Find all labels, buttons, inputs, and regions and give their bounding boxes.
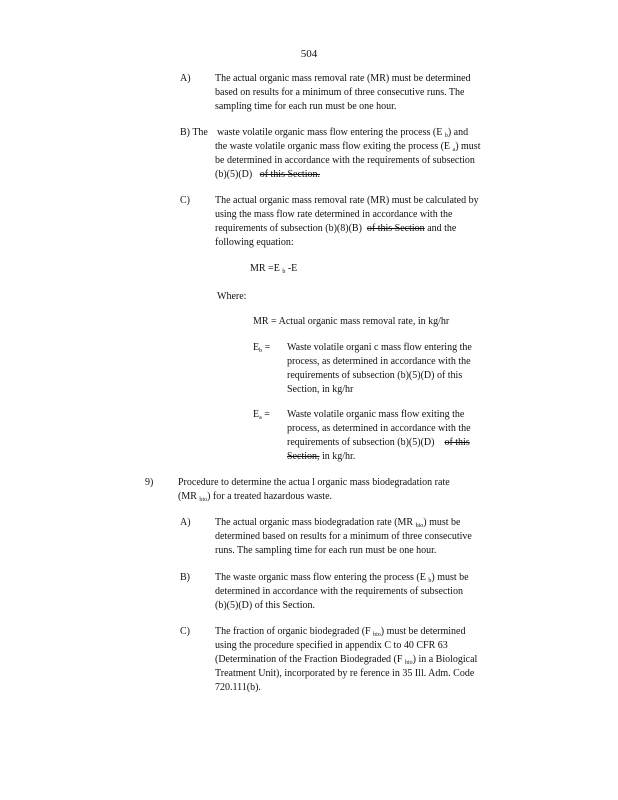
text-run: ) must be determined	[380, 626, 466, 637]
text-run: (b)(5)(D)	[215, 169, 253, 180]
subscript: b	[444, 133, 448, 139]
definition-ea-line: Waste volatile organic mass flow exiting the	[287, 409, 465, 420]
text-run: (MR	[178, 491, 200, 502]
item-c-text	[215, 194, 479, 250]
item-c-line1: The actual organic mass removal rate (MR) must be calculated by	[215, 195, 479, 206]
definition-eb-line: requirements of subsection (b)(5)(D) of this	[287, 370, 463, 381]
item-9c-label: C)	[180, 626, 190, 637]
text-run: MR =E	[250, 263, 283, 274]
definition-ea-term	[253, 408, 270, 422]
item-9-label: 9)	[145, 477, 154, 488]
equation	[250, 262, 297, 276]
item-9-text	[178, 476, 450, 504]
item-9-line1: Procedure to determine the actua l organic mass biodegradation rate	[178, 477, 450, 488]
text-run: in kg/hr.	[319, 451, 356, 462]
subscript: b	[259, 348, 263, 354]
subscript: bio	[373, 632, 381, 638]
item-b-line4	[215, 168, 480, 182]
definition-eb	[287, 341, 472, 397]
text-run: requirements of subsection (b)(5)(D)	[287, 437, 435, 448]
text-run: ) must be	[423, 517, 461, 528]
item-9a-text	[215, 516, 472, 558]
text-run: ) must	[455, 141, 481, 152]
item-9c-text	[215, 625, 477, 695]
struck-text: of this	[444, 437, 470, 448]
definition-eb-line: Waste volatile organi c mass flow entering the	[287, 342, 472, 353]
text-run: The waste organic mass flow entering the process (E	[215, 572, 429, 583]
text-run: (Determination of the Fraction Biodegraded (F	[215, 654, 405, 665]
item-9c-line2: using the procedure specified in appendix C to 40 CFR 63	[215, 640, 448, 651]
item-c-line4: following equation:	[215, 237, 294, 248]
item-9b-line3: (b)(5)(D) of this Section.	[215, 600, 315, 611]
item-9b-line1	[215, 571, 469, 585]
item-9c-line3	[215, 653, 477, 667]
item-9a-line2: determined based on results for a minimum of three consecutive	[215, 531, 472, 542]
text-run: ) in a Biological	[412, 654, 478, 665]
item-c-label: C)	[180, 195, 190, 206]
subscript: bio	[199, 497, 208, 503]
text-run: the waste volatile organic mass flow exiting the process (E	[215, 141, 453, 152]
text-run: E	[253, 409, 260, 420]
text-run: The actual organic mass biodegradation rate (MR	[215, 517, 416, 528]
text-run: waste volatile organic mass flow entering the process (E	[217, 127, 445, 138]
item-c-line3	[215, 222, 479, 236]
definition-eb-line: Section, in kg/hr	[287, 384, 354, 395]
item-c-line2: using the mass flow rate determined in accordance with the	[215, 209, 453, 220]
item-a-line: sampling time for each run must be one hour.	[215, 101, 397, 112]
text-run: The fraction of organic biodegraded (F	[215, 626, 374, 637]
item-b-text	[215, 126, 480, 182]
item-a-label: A)	[180, 73, 191, 84]
item-9c-line5: 720.111(b).	[215, 682, 261, 693]
item-9c-line4: Treatment Unit), incorporated by re ference in 35 Ill. Adm. Code	[215, 668, 475, 679]
subscript: bio	[404, 660, 413, 666]
item-a-line: The actual organic mass removal rate (MR) must be determined	[215, 73, 471, 84]
item-9a-label: A)	[180, 517, 191, 528]
definition-mr: MR = Actual organic mass removal rate, in kg/hr	[253, 316, 450, 327]
item-a-line: based on results for a minimum of three consecutive runs. The	[215, 87, 465, 98]
subscript: bio	[415, 523, 424, 529]
subscript: b	[282, 269, 286, 275]
item-b-label: B) The	[180, 127, 208, 138]
struck-text: of this Section	[366, 223, 425, 234]
text-run: E	[253, 342, 260, 353]
text-run: ) and	[447, 127, 469, 138]
definition-eb-line: process, as determined in accordance with the	[287, 356, 471, 367]
definition-ea	[287, 408, 471, 464]
text-run: -E	[285, 263, 298, 274]
definition-eb-term	[253, 341, 270, 355]
item-9-line2	[178, 490, 450, 504]
subscript: b	[428, 578, 432, 584]
struck-text: of this Section.	[259, 169, 320, 180]
struck-text: Section,	[287, 451, 320, 462]
item-b-line1	[217, 126, 480, 140]
text-run: and the	[427, 223, 457, 234]
item-b-line3: be determined in accordance with the requirements of subsection	[215, 155, 475, 166]
item-9a-line3: runs. The sampling time for each run must be one hour.	[215, 545, 437, 556]
text-run: requirements of subsection (b)(8)(B)	[215, 223, 362, 234]
definition-ea-line3	[287, 436, 471, 450]
item-9b-label: B)	[180, 572, 190, 583]
subscript: a	[452, 147, 456, 153]
item-9b-text	[215, 571, 469, 613]
text-run: ) for a treated hazardous waste.	[207, 491, 333, 502]
item-9b-line2: determined in accordance with the requirements of subsection	[215, 586, 463, 597]
where-label: Where:	[217, 291, 247, 302]
definition-ea-line: process, as determined in accordance with the	[287, 423, 471, 434]
page-number: 504	[300, 48, 318, 60]
subscript: a	[259, 415, 262, 421]
item-a-text	[215, 72, 471, 114]
item-b-line2	[215, 140, 480, 154]
text-run: =	[261, 409, 270, 420]
item-9a-line1	[215, 516, 472, 530]
text-run: =	[262, 342, 271, 353]
item-9c-line1	[215, 625, 477, 639]
definition-ea-line4	[287, 450, 471, 464]
text-run: ) must be	[431, 572, 469, 583]
